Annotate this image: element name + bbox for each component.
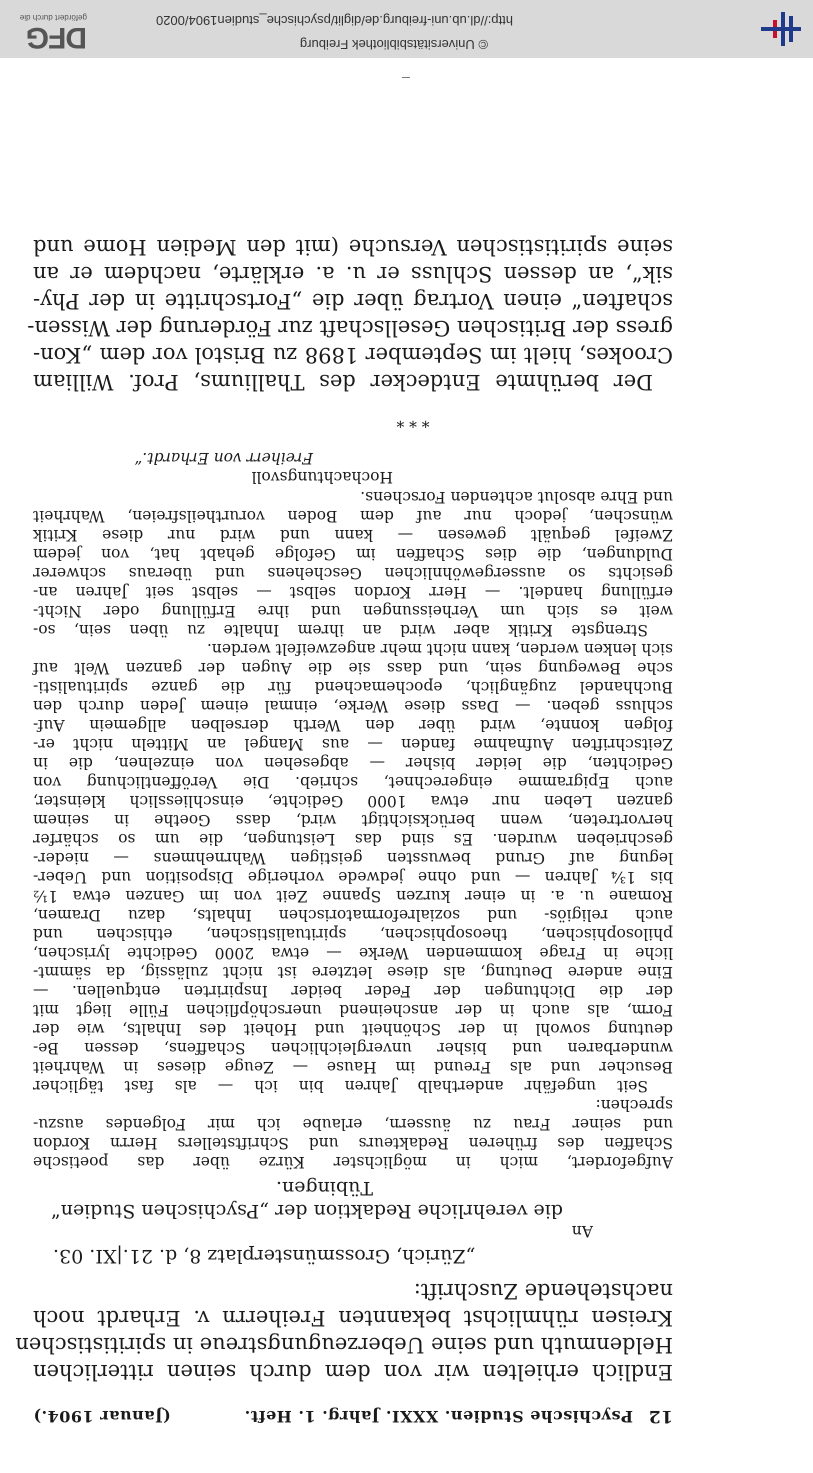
addressee-city: Tübingen. [275,1177,373,1199]
page-number: 12 [648,1406,673,1426]
dfg-logo-subtitle: gefördert durch die [19,13,87,22]
letter-line: gesichts so aussergewöhnlichen Geschehens und überaus schwerer [33,564,673,582]
letter-line: und seiner Frau zu äussern, erlaube ich mir Folgendes auszu- [33,1115,673,1133]
letter-line: folgen konnte, wird über den Werth derselben allgemein Auf- [33,716,673,734]
letter-line: Eine andere Deutung, als diese letztere ist nicht zulässig, da sämmt- [33,963,673,981]
crookes-line: gress der Britischen Gesellschaft zur Förderung der Wissen- [27,316,673,340]
dfg-logo-text: DFG [26,21,87,54]
letter-line: philosophischen, theosophischen, spiritualistischen, ethischen und [33,925,673,943]
signature: Freiherr von Erhardt.“ [134,449,313,467]
letter-line: bis 1¾ Jahren — und ohne jedwede vorherige Disposition und Ueber- [33,868,673,886]
letter-line: Romane u. a. in einer kurzen Spanne Zeit von im Ganzen etwa 1½ [33,887,673,905]
letter-line: wünschen, jedoch nur auf dem Boden vorurtheilsfreien, Wahrheit [33,507,673,525]
letter-line: Schaffen des früheren Redakteurs und Schriftstellers Herrn Kordon [33,1134,673,1152]
letter-line: auch Epigramme eingerechnet, schrieb. Die Veröffentlichung von [33,773,673,791]
letter-line: Besucher und als Freund im Hause — Zeuge dieses in Wahrheit [33,1058,673,1076]
letter-line: schluss geben. — Dass diese Werke, einmal einem Jeden durch den [33,697,673,715]
crookes-line: Der berühmte Entdecker des Thalliums, Prof. William [33,370,653,394]
letter-line: Form, als auch in der anscheinend unerschöpflichen Fülle liegt mit [33,1001,673,1019]
intro-line: Kreisen rühmlichst bekannten Freiherrn v. Erhardt noch [33,1306,673,1330]
letter-line: sche Bewegung sein, und dass sie die Augen der ganzen Welt auf [33,659,673,677]
letter-line: legung auf Grund bewussten geistigen Wahrnehmens — nieder- [33,849,673,867]
letter-line: Duldungen, die dies Schaffen im Gefolge gehabt hat, von jedem [33,545,673,563]
letter-line: Gedichten, die leider bisher — abgesehen von einzelnen, die in [33,754,673,772]
letter-line: Zeitschriften Aufnahme fanden — aus Mangel an Mitteln nicht er- [33,735,673,753]
footer-bar [0,0,813,58]
letter-line: Aufgefordert, mich in möglichster Kürze über das poetische [33,1153,673,1171]
crookes-line: schaften“ einen Vortrag über die „Fortschritte in der Phy- [33,289,673,313]
issue-date: (Januar 1904.) [33,1407,171,1426]
page-mark [402,77,410,78]
crookes-line: Crookes, hielt im September 1898 zu Bristol vor dem „Kon- [33,343,673,367]
letter-line: sich lenken werden, kann nicht mehr angezweifelt werden. [206,640,673,658]
letter-line: sprechen: [595,1096,673,1114]
addressee: die verehrliche Redaktion der „Psychischen Studien“ [51,1200,563,1222]
letter-line: Zweifel gequält gewesen — kann und wird nur diese Kritik [33,526,673,544]
copyright-text: © Universitätsbibliothek Freiburg [299,37,488,52]
letter-line: ganzen Leben nur etwa 1000 Gedichte, einschliesslich kleinster, [33,792,673,810]
letter-line: Seit ungefähr anderthalb Jahren bin ich — als fast täglicher [33,1077,648,1095]
salutation: An [571,1222,593,1240]
letter-line: Strengste Kritik aber wird an ihrem Inhalte zu üben sein, so- [33,621,648,639]
crookes-line: seine spiritistischen Versuche (mit den Medien Home und [33,235,673,259]
source-url-link[interactable]: http://dl.ub.uni-freiburg.de/diglit/psychische_studien1904/0020 [155,13,513,28]
intro-line: Heldenmuth und seine Ueberzeugungstreue in spiritistischen [15,1333,673,1357]
intro-line: nachstehende Zuschrift: [413,1279,673,1303]
letter-line: wunderbaren und bisher unvergleichlichen Schaffens, dessen Be- [33,1039,673,1057]
letter-line: und Ehre absolut achtenden Forschens. [360,488,673,506]
letter-line: hervortreten, wenn berücksichtigt wird, dass Goethe in seinem [33,811,673,829]
intro-line: Endlich erhielten wir von dem durch seinen ritterlichen [33,1360,673,1384]
dfg-logo [1,6,87,52]
crookes-line: sik“, an dessen Schluss er u. a. erklärte, nachdem er an [33,262,673,286]
letter-line: geschrieben wurden. Es sind das Leistungen, die um so schärfer [33,830,673,848]
letter-line: erfüllung handelt. — Herr Kordon selbst — selbst seit Jahren an- [33,583,673,601]
letter-line: liche in Frage kommenden Werke — etwa 2000 Gedichte lyrischen, [33,944,673,962]
section-separator: * * * [396,412,430,430]
journal-title: Psychische Studien. XXXI. Jahrg. 1. Heft. [244,1407,633,1426]
letter-line: weit es sich um Verheissungen und ihre Erfüllung oder Nicht- [33,602,673,620]
closing: Hochachtungsvoll [251,468,393,486]
letter-line: der die Dichtungen der Feder beider Inspirirten entquellen. — [33,982,673,1000]
letter-line: auch religiös- und sozialreformatorischen Inhalts, dazu Dramen, [33,906,673,924]
university-logo-icon [759,10,803,48]
letter-line: Buchhandel zugänglich, epochemachend für die ganze spiritualisti- [33,678,673,696]
letter-line: deutung sowohl in der Schönheit und Hoheit des Inhalts, wie der [33,1020,673,1038]
dateline: „Zürich, Grossmünsterplatz 8, d. 21.|XI. 03. [53,1245,476,1267]
